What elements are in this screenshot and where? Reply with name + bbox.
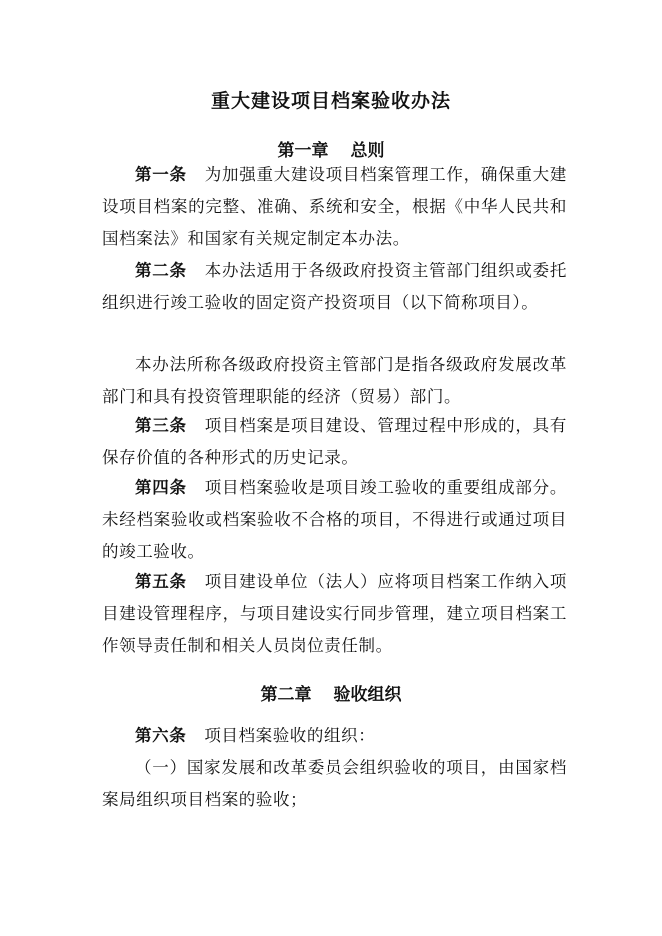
article-6	[102, 720, 567, 752]
article-6-item-1	[102, 752, 567, 816]
article-text: 项目档案验收是项目竣工验收的重要组成部分。未经档案验收或档案验收不合格的项目，不得进行或通过项目的竣工验收。	[102, 478, 567, 561]
article-2	[102, 255, 567, 319]
article-label: 第二条	[135, 261, 187, 280]
article-text: 项目档案验收的组织：	[204, 726, 376, 745]
chapter-name: 验收组织	[333, 685, 402, 705]
article-label: 第四条	[135, 478, 187, 497]
article-2-paragraph-2	[102, 349, 567, 413]
article-text: 项目档案是项目建设、管理过程中形成的，具有保存价值的各种形式的历史记录。	[102, 416, 567, 467]
document-title: 重大建设项目档案验收办法	[210, 90, 451, 112]
article-text: 本办法适用于各级政府投资主管部门组织或委托组织进行竣工验收的固定资产投资项目（以下简称项目）。	[102, 261, 567, 312]
article-4	[102, 472, 567, 568]
chapter-name: 总则	[350, 141, 385, 161]
chapter-heading-2	[0, 680, 662, 705]
article-5	[102, 566, 567, 662]
article-label: 第六条	[135, 726, 187, 745]
chapter-number: 第一章	[277, 141, 329, 161]
article-3	[102, 410, 567, 474]
article-text: 项目建设单位（法人）应将项目档案工作纳入项目建设管理程序，与项目建设实行同步管理，建立项目档案工作领导责任制和相关人员岗位责任制。	[102, 572, 567, 655]
article-text: 为加强重大建设项目档案管理工作，确保重大建设项目档案的完整、准确、系统和安全，根据《中华人民共和国档案法》和国家有关规定制定本办法。	[102, 165, 567, 248]
article-label: 第一条	[135, 165, 187, 184]
article-1	[102, 159, 567, 255]
chapter-number: 第二章	[260, 685, 312, 705]
article-label: 第三条	[135, 416, 187, 435]
chapter-heading-1	[0, 136, 662, 161]
article-label: 第五条	[135, 572, 187, 591]
list-item-text: （一）国家发展和改革委员会组织验收的项目，由国家档案局组织项目档案的验收；	[102, 758, 567, 809]
paragraph-text: 本办法所称各级政府投资主管部门是指各级政府发展改革部门和具有投资管理职能的经济（贸易）部门。	[102, 355, 567, 406]
